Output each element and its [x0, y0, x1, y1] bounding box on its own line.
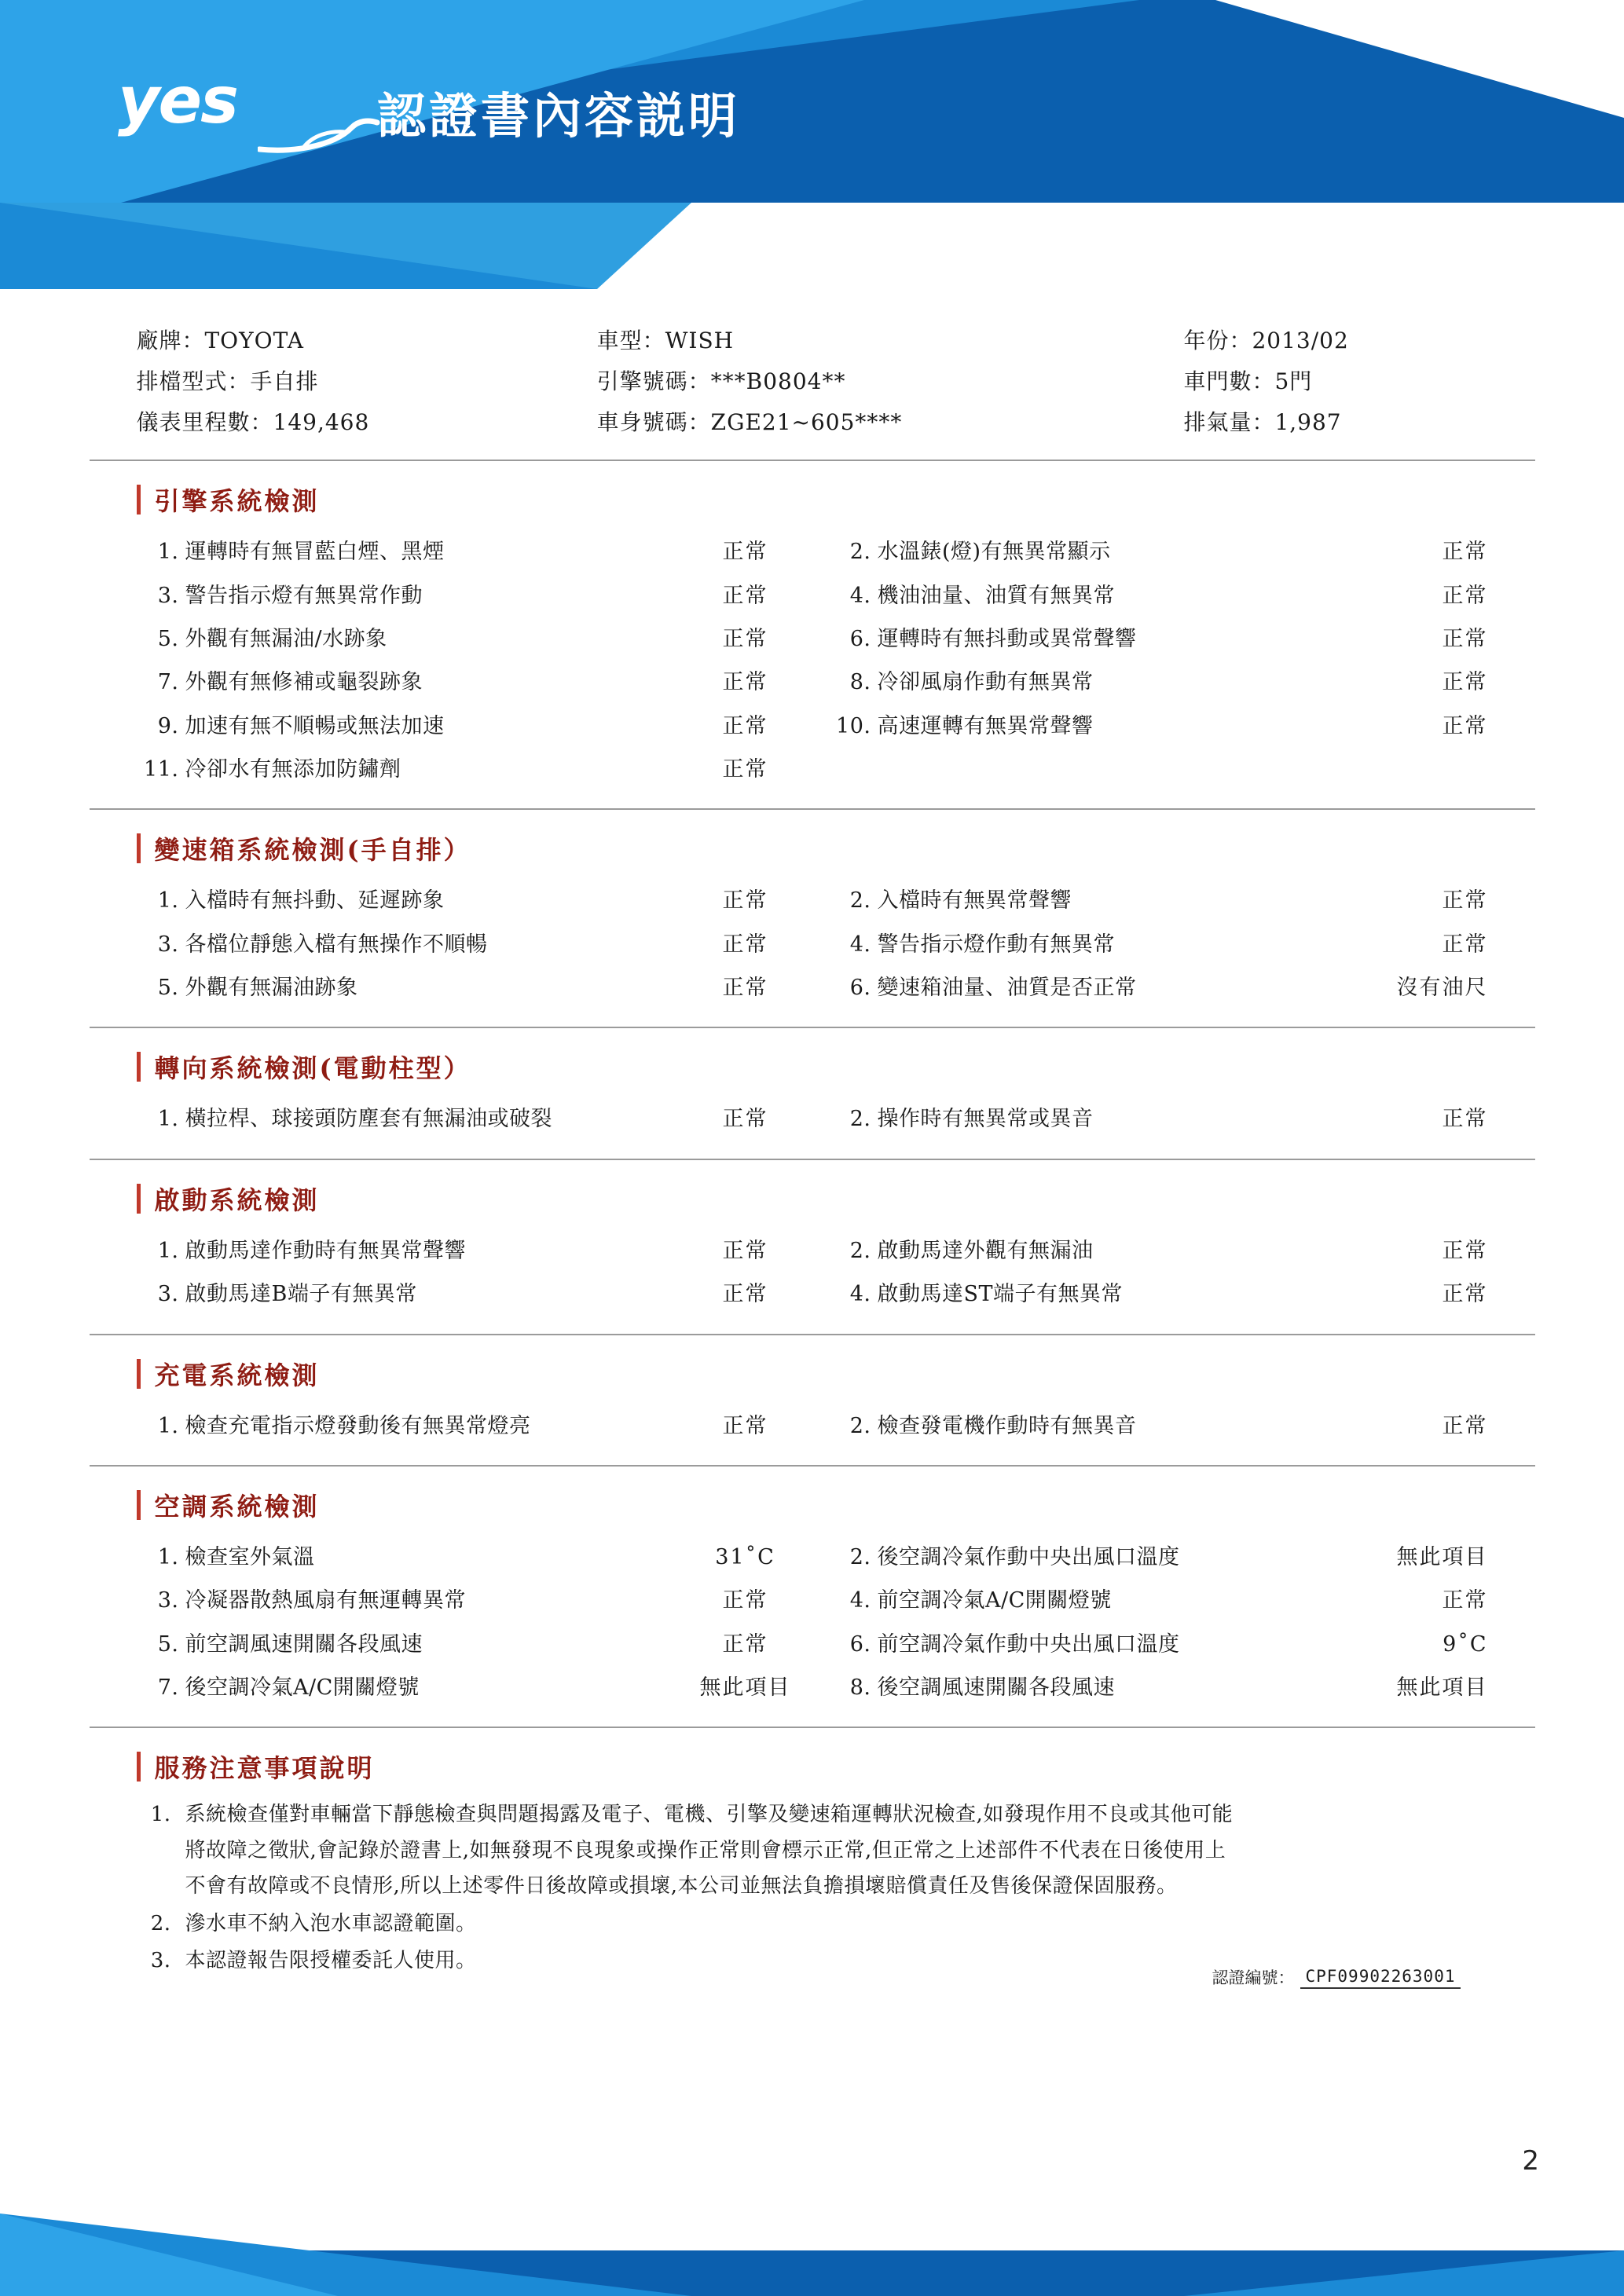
item-row [137, 748, 1496, 791]
page-footer [0, 2214, 1624, 2296]
item-number: 5. [157, 976, 179, 1001]
item-text: 警告指示燈作動有無異常 [877, 932, 1115, 957]
check-item [137, 748, 816, 791]
item-number: 9. [157, 713, 179, 738]
item-number: 5. [157, 627, 179, 652]
vehicle-transmission: 排檔型式：手自排 [136, 368, 319, 394]
note-text [185, 1797, 1496, 1905]
item-number: 1. [157, 1238, 179, 1263]
check-item [816, 705, 1496, 748]
item-row [137, 923, 1496, 966]
certificate-number-value: CPF09902263001 [1300, 1967, 1460, 1989]
item-text: 冷凝器散熱風扇有無運轉異常 [185, 1588, 466, 1613]
item-row [137, 1579, 1496, 1622]
section-starter [90, 1160, 1535, 1335]
item-result: 正常 [1442, 932, 1488, 957]
note-line: 不會有故障或不良情形,所以上述零件日後故障或損壞,本公司並無法負擔損壞賠償責任及售後保證保固服務。 [185, 1874, 1178, 1899]
item-text: 後空調冷氣作動中央出風口溫度 [877, 1544, 1180, 1569]
section-marker-icon [137, 1052, 141, 1082]
check-item [816, 1623, 1496, 1666]
header-white-wedge [1215, 0, 1624, 118]
section-title-row [90, 1467, 1535, 1531]
item-number: 1. [157, 888, 179, 914]
item-number: 2. [849, 888, 871, 914]
item-row [137, 617, 1496, 661]
item-result: 9˚C [1443, 1631, 1488, 1657]
section-items [90, 1093, 1535, 1159]
item-result: 正常 [722, 757, 768, 782]
item-row [137, 1229, 1496, 1273]
note-item [137, 1906, 1496, 1943]
section-items [90, 1225, 1535, 1335]
item-result: 正常 [722, 1282, 768, 1307]
item-text: 檢查發電機作動時有無異音 [877, 1413, 1137, 1438]
section-marker-icon [137, 485, 141, 514]
section-items [90, 1531, 1535, 1728]
check-item [816, 879, 1496, 922]
item-result: 正常 [1442, 1238, 1488, 1263]
item-result [1355, 748, 1496, 791]
check-item [137, 1623, 816, 1666]
item-text: 前空調冷氣A/C開關燈號 [877, 1588, 1112, 1613]
section-transmission [90, 810, 1535, 1028]
item-result: 31˚C [715, 1544, 775, 1569]
section-air-conditioning [90, 1467, 1535, 1728]
item-text: 操作時有無異常或異音 [877, 1107, 1094, 1132]
item-row [137, 1623, 1496, 1666]
check-item [816, 923, 1496, 966]
section-service-notes [90, 1728, 1535, 1989]
note-number: 2. [150, 1911, 171, 1935]
item-text: 運轉時有無抖動或異常聲響 [877, 627, 1137, 652]
check-item [137, 661, 816, 704]
item-text: 高速運轉有無異常聲響 [877, 713, 1094, 738]
check-item [137, 574, 816, 617]
check-item [137, 1579, 816, 1622]
item-number: 2. [849, 1413, 871, 1438]
section-engine [90, 461, 1535, 810]
vehicle-year: 年份：2013/02 [1183, 328, 1349, 353]
item-text: 檢查室外氣溫 [185, 1544, 315, 1569]
item-result: 正常 [722, 1588, 768, 1613]
page-title: 認證書內容説明 [377, 87, 741, 145]
item-row [137, 1273, 1496, 1316]
check-item [816, 617, 1496, 661]
check-item [816, 1404, 1496, 1448]
item-text: 橫拉桿、球接頭防塵套有無漏油或破裂 [185, 1107, 552, 1132]
item-result: 正常 [1442, 888, 1488, 914]
item-row [137, 530, 1496, 573]
item-number: 4. [849, 1282, 871, 1307]
item-result: 正常 [1442, 1282, 1488, 1307]
item-result: 無此項目 [1396, 1675, 1488, 1700]
check-item [816, 661, 1496, 704]
vehicle-info-row [137, 361, 1496, 402]
item-text: 機油油量、油質有無異常 [877, 583, 1115, 608]
item-text: 運轉時有無冒藍白煙、黑煙 [185, 540, 445, 565]
item-result: 正常 [722, 583, 768, 608]
check-item [137, 705, 816, 748]
item-number: 3. [157, 1588, 179, 1613]
section-title: 引擎系統檢測 [154, 486, 320, 517]
item-number: 4. [849, 932, 871, 957]
item-number: 6. [849, 1631, 871, 1657]
item-number: 6. [849, 627, 871, 652]
section-title: 轉向系統檢測(電動柱型） [154, 1053, 471, 1084]
note-item [137, 1797, 1496, 1905]
footer-diagonal-lighter [0, 2214, 338, 2296]
section-steering [90, 1028, 1535, 1159]
check-item [137, 966, 816, 1009]
section-items [90, 874, 1535, 1028]
vehicle-info-row [137, 320, 1496, 361]
section-marker-icon [137, 1184, 141, 1214]
item-number: 5. [157, 1631, 179, 1657]
check-item [137, 879, 816, 922]
vehicle-displacement: 排氣量：1,987 [1183, 408, 1342, 435]
note-line: 將故障之徵狀,會記錄於證書上,如無發現不良現象或操作正常則會標示正常,但正常之上述部件不代表在日後使用上 [185, 1838, 1226, 1862]
item-result: 沒有油尺 [1396, 976, 1488, 1001]
item-text: 外觀有無漏油/水跡象 [185, 627, 387, 652]
item-text: 前空調冷氣作動中央出風口溫度 [877, 1631, 1180, 1657]
item-number: 1. [157, 1107, 179, 1132]
check-item [137, 923, 816, 966]
item-row [137, 661, 1496, 704]
note-number: 3. [150, 1949, 171, 1973]
vehicle-info-block [90, 313, 1535, 461]
item-text: 啟動馬達外觀有無漏油 [877, 1238, 1094, 1263]
item-result: 正常 [1442, 1588, 1488, 1613]
check-item [137, 1273, 816, 1316]
item-result: 無此項目 [1396, 1544, 1488, 1569]
section-title-row [90, 461, 1535, 525]
item-result: 正常 [722, 932, 768, 957]
item-row [137, 966, 1496, 1009]
section-title-row [90, 1728, 1535, 1792]
item-result: 正常 [1442, 1107, 1488, 1132]
item-row [137, 1666, 1496, 1709]
check-item [816, 1097, 1496, 1141]
item-number: 3. [157, 1282, 179, 1307]
vehicle-door-count: 車門數：5門 [1183, 368, 1313, 394]
vehicle-vin: 車身號碼：ZGE21~605**** [596, 408, 903, 435]
section-marker-icon [137, 1359, 141, 1389]
item-text: 警告指示燈有無異常作動 [185, 583, 423, 608]
check-item [137, 617, 816, 661]
item-result: 正常 [722, 627, 768, 652]
item-number: 1. [157, 540, 179, 565]
vehicle-model: 車型：WISH [596, 328, 735, 353]
item-text [878, 748, 1355, 791]
vehicle-info-row [137, 402, 1496, 443]
item-number [816, 748, 878, 791]
section-title-row [90, 1335, 1535, 1400]
item-text: 啟動馬達作動時有無異常聲響 [185, 1238, 466, 1263]
item-number: 11. [144, 757, 179, 782]
page-body [0, 291, 1624, 1989]
item-text: 啟動馬達B端子有無異常 [185, 1282, 417, 1307]
section-title-row [90, 810, 1535, 874]
section-items [90, 525, 1535, 810]
section-title-row [90, 1028, 1535, 1093]
item-result: 正常 [722, 1107, 768, 1132]
header-lower-wedge [0, 203, 691, 289]
vehicle-brand: 廠牌：TOYOTA [136, 328, 304, 353]
page-header [0, 0, 1624, 291]
item-number: 6. [849, 976, 871, 1001]
item-text: 冷卻水有無添加防鏽劑 [185, 757, 401, 782]
item-result: 無此項目 [699, 1675, 791, 1700]
item-number: 2. [849, 1238, 871, 1263]
notes-list [90, 1792, 1535, 1989]
certificate-number [1212, 1965, 1460, 1989]
check-item [137, 1666, 816, 1709]
section-title: 充電系統檢測 [154, 1360, 320, 1390]
item-text: 後空調風速開關各段風速 [877, 1675, 1115, 1700]
item-text: 啟動馬達ST端子有無異常 [877, 1282, 1124, 1307]
item-text: 入檔時有無抖動、延遲跡象 [185, 888, 445, 914]
item-result: 正常 [1442, 713, 1488, 738]
check-item [137, 530, 816, 573]
item-number: 2. [849, 1544, 871, 1569]
item-row [137, 1536, 1496, 1579]
check-item [816, 1666, 1496, 1709]
item-number: 1. [157, 1413, 179, 1438]
section-items [90, 1400, 1535, 1467]
item-text: 後空調冷氣A/C開關燈號 [185, 1675, 420, 1700]
item-text: 冷卻風扇作動有無異常 [877, 670, 1094, 695]
item-result: 正常 [722, 976, 768, 1001]
section-marker-icon [137, 833, 141, 863]
brand-logo [118, 64, 237, 138]
section-title-row [90, 1160, 1535, 1225]
item-number: 1. [157, 1544, 179, 1569]
item-text: 水溫錶(燈)有無異常顯示 [877, 540, 1111, 565]
item-result: 正常 [1442, 583, 1488, 608]
section-title: 空調系統檢測 [154, 1491, 320, 1522]
item-row [137, 879, 1496, 922]
check-item [816, 966, 1496, 1009]
item-result: 正常 [722, 1238, 768, 1263]
check-item [137, 1229, 816, 1273]
page-number: 2 [1522, 2145, 1539, 2177]
item-text: 各檔位靜態入檔有無操作不順暢 [185, 932, 488, 957]
item-number: 8. [849, 670, 871, 695]
note-line: 系統檢查僅對車輛當下靜態檢查與問題揭露及電子、電機、引擎及變速箱運轉狀況檢查,如發現作用不良或其他可能 [185, 1803, 1234, 1827]
check-item [816, 1579, 1496, 1622]
item-text: 加速有無不順暢或無法加速 [185, 713, 445, 738]
item-text: 外觀有無修補或龜裂跡象 [185, 670, 423, 695]
check-item [816, 574, 1496, 617]
check-item [816, 530, 1496, 573]
item-result: 正常 [722, 888, 768, 914]
section-title: 啟動系統檢測 [154, 1185, 320, 1215]
item-number: 3. [157, 932, 179, 957]
logo-text: yes [118, 64, 237, 138]
note-line: 本認證報告限授權委託人使用。 [185, 1949, 477, 1973]
item-text: 變速箱油量、油質是否正常 [877, 976, 1137, 1001]
car-swoosh-icon [258, 113, 383, 160]
item-text: 檢查充電指示燈發動後有無異常燈亮 [185, 1413, 531, 1438]
section-charging [90, 1335, 1535, 1467]
item-number: 3. [157, 583, 179, 608]
item-number: 10. [836, 713, 871, 738]
item-result: 正常 [722, 1631, 768, 1657]
item-row [137, 1404, 1496, 1448]
check-item [816, 1229, 1496, 1273]
item-result: 正常 [722, 540, 768, 565]
item-number: 2. [849, 1107, 871, 1132]
item-row [137, 574, 1496, 617]
content-area [90, 291, 1535, 1989]
footer-diagonal-right [1184, 2250, 1624, 2296]
vehicle-odometer: 儀表里程數：149,468 [136, 408, 370, 435]
item-number: 4. [849, 1588, 871, 1613]
item-number: 4. [849, 583, 871, 608]
item-text: 外觀有無漏油跡象 [185, 976, 358, 1001]
item-number: 7. [157, 1675, 179, 1700]
check-item [816, 1536, 1496, 1579]
item-result: 正常 [722, 713, 768, 738]
item-row [137, 1097, 1496, 1141]
check-item [137, 1404, 816, 1448]
item-number: 8. [849, 1675, 871, 1700]
item-number: 2. [849, 540, 871, 565]
item-number: 7. [157, 670, 179, 695]
section-marker-icon [137, 1490, 141, 1520]
note-text [185, 1906, 1496, 1943]
section-title: 變速箱系統檢測(手自排） [154, 835, 471, 866]
check-item [137, 1097, 816, 1141]
note-number: 1. [150, 1803, 171, 1827]
item-result: 正常 [1442, 1413, 1488, 1438]
section-marker-icon [137, 1752, 141, 1782]
certificate-number-label: 認證編號： [1212, 1968, 1295, 1987]
item-result: 正常 [722, 1413, 768, 1438]
item-result: 正常 [1442, 540, 1488, 565]
item-result: 正常 [1442, 670, 1488, 695]
note-line: 滲水車不納入泡水車認證範圍。 [185, 1911, 477, 1935]
section-title: 服務注意事項說明 [154, 1753, 375, 1784]
check-item [137, 1536, 816, 1579]
vehicle-engine-number: 引擎號碼：***B0804** [596, 368, 846, 394]
item-row [137, 705, 1496, 748]
item-result: 正常 [1442, 627, 1488, 652]
item-text: 前空調風速開關各段風速 [185, 1631, 423, 1657]
item-text: 入檔時有無異常聲響 [877, 888, 1072, 914]
check-item-empty [816, 748, 1496, 791]
item-result: 正常 [722, 670, 768, 695]
check-item [816, 1273, 1496, 1316]
